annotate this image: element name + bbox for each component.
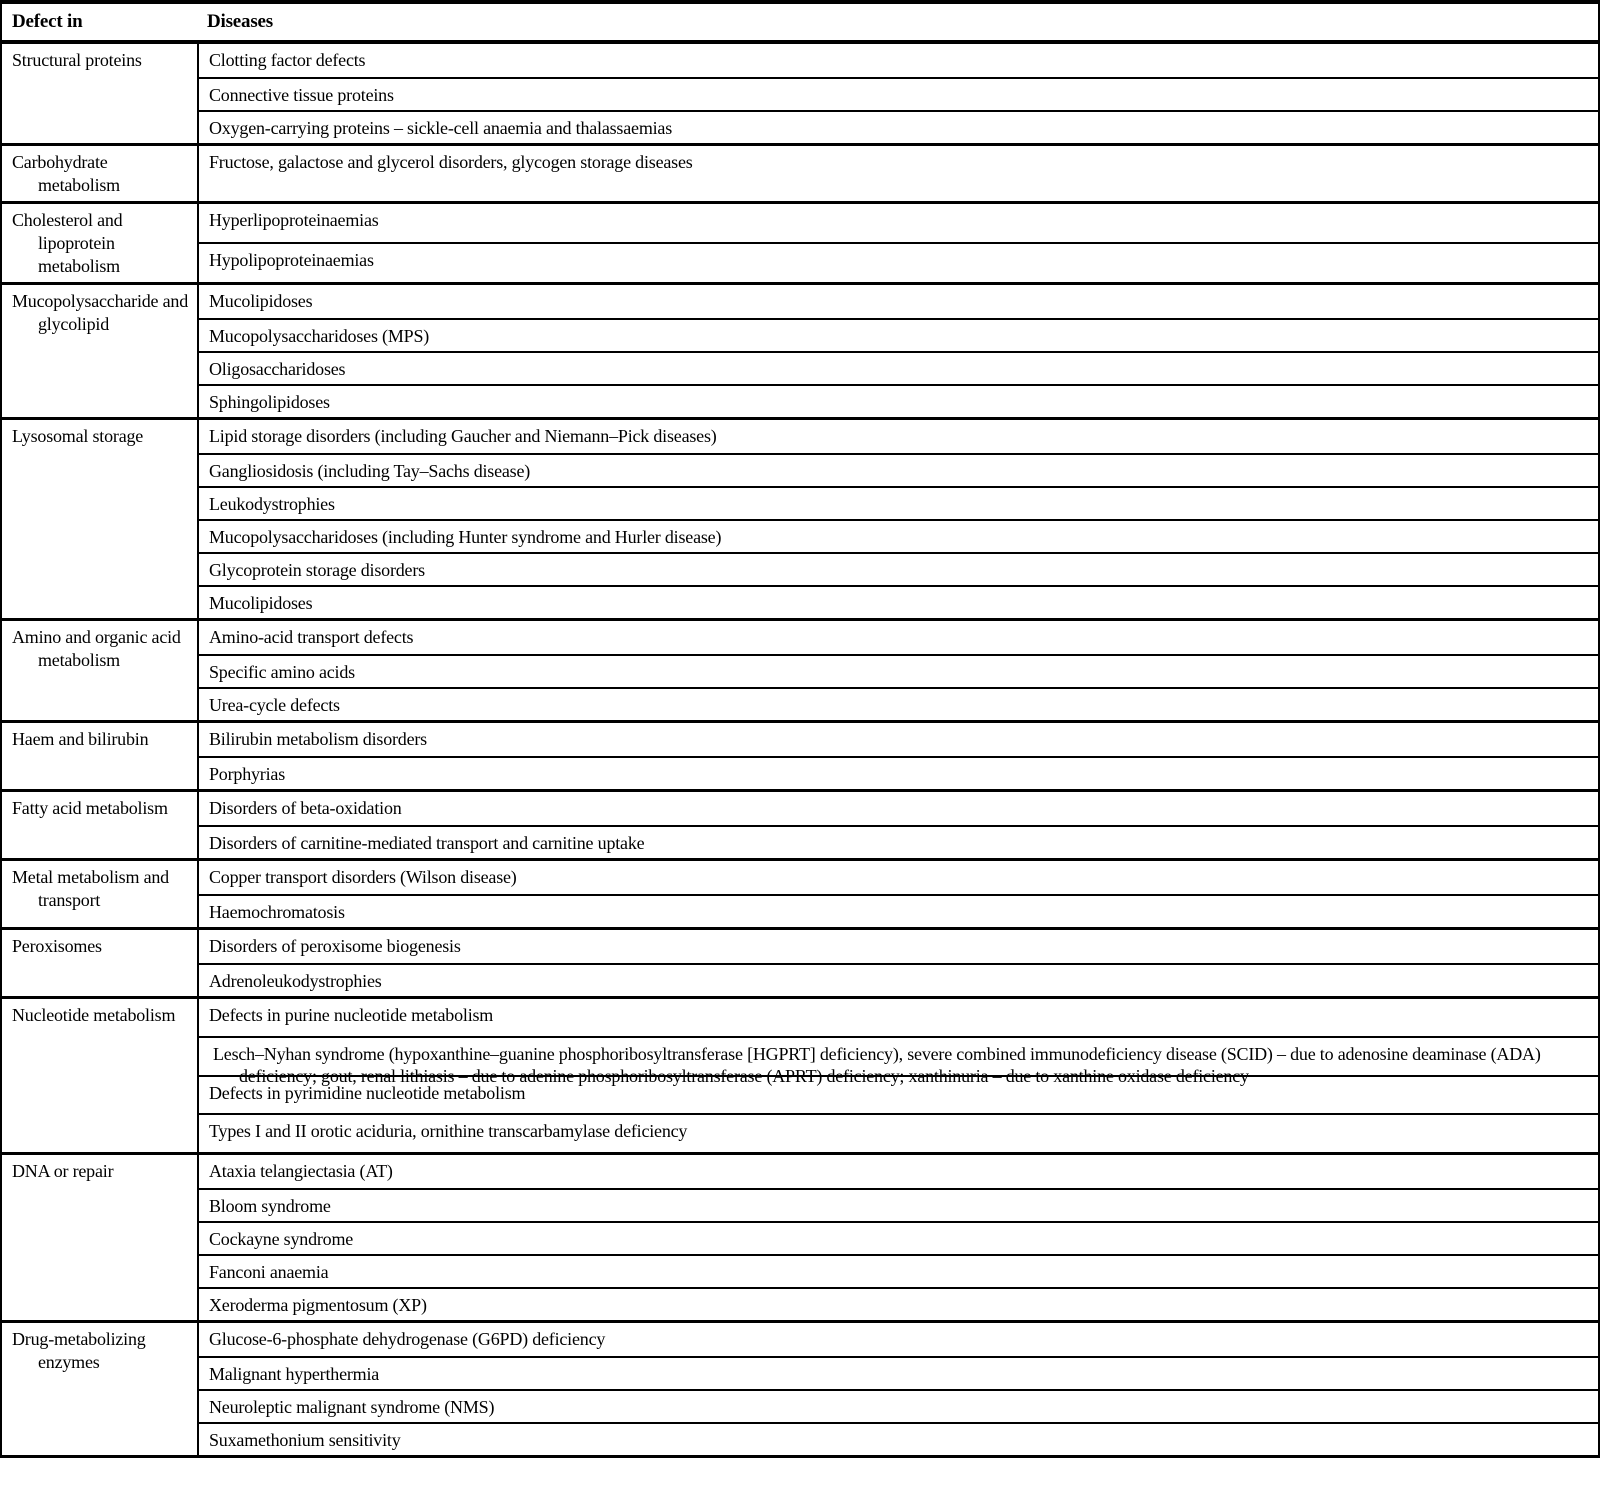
defect-cell: Nucleotide metabolism: [2, 999, 199, 1152]
disease-cell: Oxygen-carrying proteins – sickle-cell anaemia and thalassaemias: [199, 110, 1598, 143]
disease-cell: Lesch–Nyhan syndrome (hypoxanthine–guanine phosphoribosyltransferase [HGPRT] deficiency), severe combined immunodeficiency disease (SCID) – due to adenosine deaminase (ADA) deficiency; gout, renal lithiasis – due to adenine phosphoribosyltransferase (APRT) deficiency; xanthinuria – due to xanthine oxidase deficiency: [199, 1036, 1598, 1075]
disease-cell: Xeroderma pigmentosum (XP): [199, 1287, 1598, 1320]
defect-cell: Haem and bilirubin: [2, 723, 199, 789]
disease-cell: Mucopolysaccharidoses (including Hunter syndrome and Hurler disease): [199, 519, 1598, 552]
table-header-row: [2, 4, 1598, 44]
disease-list: [199, 861, 1598, 927]
disease-cell: Adrenoleukodystrophies: [199, 963, 1598, 996]
disease-list: [199, 999, 1598, 1152]
disease-cell: Types I and II orotic aciduria, ornithine transcarbamylase deficiency: [199, 1113, 1598, 1152]
disease-cell: Urea-cycle defects: [199, 687, 1598, 720]
disease-list: [199, 204, 1598, 282]
disease-cell: Glucose-6-phosphate dehydrogenase (G6PD) deficiency: [209, 1329, 606, 1349]
disease-cell: Bloom syndrome: [199, 1188, 1598, 1221]
disease-cell: Cockayne syndrome: [199, 1221, 1598, 1254]
disease-cell: Gangliosidosis (including Tay–Sachs disease): [199, 453, 1598, 486]
disease-cell: Mucolipidoses: [209, 291, 313, 311]
table-group-row: [2, 927, 1598, 996]
disease-list: [199, 621, 1598, 720]
table-group-row: [2, 1320, 1598, 1455]
disease-cell: Fanconi anaemia: [199, 1254, 1598, 1287]
table-group-row: [2, 143, 1598, 201]
table-group-row: [2, 201, 1598, 282]
disease-list: [199, 930, 1598, 996]
defect-cell: Carbohydrate metabolism: [2, 146, 199, 201]
table-group-row: [2, 789, 1598, 858]
disease-cell: Hypolipoproteinaemias: [199, 242, 1598, 282]
disease-list: [199, 723, 1598, 789]
defect-cell: Metal metabolism and transport: [2, 861, 199, 927]
table-group-row: [2, 618, 1598, 720]
disease-cell: Lipid storage disorders (including Gaucher and Niemann–Pick diseases): [209, 426, 717, 446]
disease-cell: Malignant hyperthermia: [199, 1356, 1598, 1389]
disease-list: [199, 1323, 1598, 1455]
disease-cell: Fructose, galactose and glycerol disorders, glycogen storage diseases: [209, 152, 693, 172]
defect-cell: Peroxisomes: [2, 930, 199, 996]
defect-cell: DNA or repair: [2, 1155, 199, 1320]
defect-cell: Drug-metabolizing enzymes: [2, 1323, 199, 1455]
disease-cell: Mucopolysaccharidoses (MPS): [199, 318, 1598, 351]
table-group-row: [2, 996, 1598, 1152]
disease-cell: Mucolipidoses: [199, 585, 1598, 618]
disease-cell: Amino-acid transport defects: [209, 627, 414, 647]
table-group-row: [2, 417, 1598, 618]
disease-cell: Disorders of peroxisome biogenesis: [209, 936, 461, 956]
disease-cell: Clotting factor defects: [209, 50, 366, 70]
disease-list: [199, 44, 1598, 143]
table-group-row: [2, 282, 1598, 417]
disease-list: [199, 146, 1598, 201]
disease-cell: Bilirubin metabolism disorders: [209, 729, 427, 749]
defect-cell: Cholesterol and lipoprotein metabolism: [2, 204, 199, 282]
disease-cell: Glycoprotein storage disorders: [199, 552, 1598, 585]
disease-cell: Disorders of carnitine-mediated transport and carnitine uptake: [199, 825, 1598, 858]
disease-cell: Connective tissue proteins: [199, 77, 1598, 110]
defect-cell: Amino and organic acid metabolism: [2, 621, 199, 720]
table-group-row: [2, 44, 1598, 143]
disease-cell: Disorders of beta-oxidation: [209, 798, 402, 818]
disease-list: [199, 420, 1598, 618]
column-header-diseases: Diseases: [207, 11, 273, 32]
disease-list: [199, 1155, 1598, 1320]
disease-cell: Oligosaccharidoses: [199, 351, 1598, 384]
disease-cell: Ataxia telangiectasia (AT): [209, 1161, 393, 1181]
table-group-row: [2, 720, 1598, 789]
disease-cell: Leukodystrophies: [199, 486, 1598, 519]
defect-cell: Mucopolysaccharide and glycolipid: [2, 285, 199, 417]
disease-cell: Porphyrias: [199, 756, 1598, 789]
column-header-defect-in: Defect in: [12, 11, 83, 32]
disease-cell: Specific amino acids: [199, 654, 1598, 687]
defect-cell: Structural proteins: [2, 44, 199, 143]
table-group-row: [2, 1152, 1598, 1320]
disease-cell: Hyperlipoproteinaemias: [209, 210, 379, 230]
disease-cell: Copper transport disorders (Wilson disease): [209, 867, 517, 887]
disease-cell: Neuroleptic malignant syndrome (NMS): [199, 1389, 1598, 1422]
disease-list: [199, 792, 1598, 858]
disease-cell: Defects in pyrimidine nucleotide metabolism: [199, 1075, 1598, 1114]
defect-cell: Lysosomal storage: [2, 420, 199, 618]
table-body: [2, 44, 1598, 1455]
table-group-row: [2, 858, 1598, 927]
disease-list: [199, 285, 1598, 417]
disease-cell: Haemochromatosis: [199, 894, 1598, 927]
defect-cell: Fatty acid metabolism: [2, 792, 199, 858]
disease-cell: Suxamethonium sensitivity: [199, 1422, 1598, 1455]
disease-cell: Sphingolipidoses: [199, 384, 1598, 417]
disease-cell: Defects in purine nucleotide metabolism: [209, 1005, 494, 1025]
